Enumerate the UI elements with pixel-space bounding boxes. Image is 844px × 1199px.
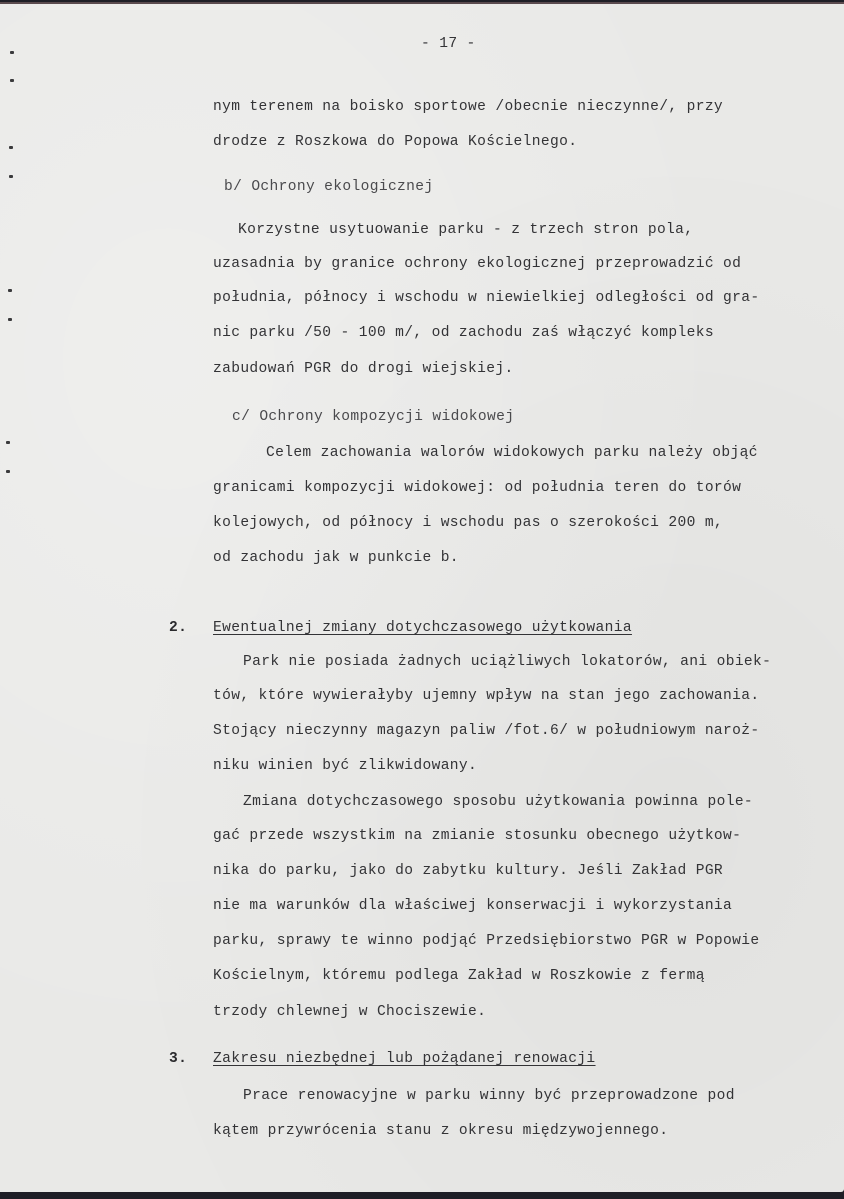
- paragraph-line: Zmiana dotychczasowego sposobu użytkowania powinna pole-: [243, 794, 754, 810]
- paragraph-line: nic parku /50 - 100 m/, od zachodu zaś włączyć kompleks: [213, 325, 714, 341]
- section-heading-2: Ewentualnej zmiany dotychczasowego użytkowania: [213, 620, 632, 636]
- page-number: - 17 -: [421, 36, 476, 52]
- margin-mark: [10, 51, 14, 54]
- section-number-3: 3.: [169, 1051, 188, 1067]
- paragraph-line: Celem zachowania walorów widokowych parku należy objąć: [266, 445, 758, 461]
- paragraph-line: Kościelnym, któremu podlega Zakład w Roszkowie z fermą: [213, 968, 705, 984]
- margin-mark: [9, 146, 13, 149]
- paragraph-line: gać przede wszystkim na zmianie stosunku obecnego użytkow-: [213, 828, 742, 844]
- paragraph-line: trzody chlewnej w Chociszewie.: [213, 1004, 487, 1020]
- margin-mark: [8, 289, 12, 292]
- margin-mark: [6, 441, 10, 444]
- subsection-heading-c: c/ Ochrony kompozycji widokowej: [232, 409, 515, 425]
- margin-mark: [9, 175, 13, 178]
- paragraph-line: Park nie posiada żadnych uciążliwych lokatorów, ani obiek-: [243, 654, 772, 670]
- paragraph-line: Korzystne usytuowanie parku - z trzech stron pola,: [238, 222, 694, 238]
- paragraph-line: granicami kompozycji widokowej: od południa teren do torów: [213, 480, 742, 496]
- paragraph-line: nie ma warunków dla właściwej konserwacji i wykorzystania: [213, 898, 733, 914]
- paragraph-line: niku winien być zlikwidowany.: [213, 758, 478, 774]
- paragraph-line: parku, sprawy te winno podjąć Przedsiębiorstwo PGR w Popowie: [213, 933, 760, 949]
- section-number-2: 2.: [169, 620, 188, 636]
- paragraph-line: Stojący nieczynny magazyn paliw /fot.6/ w południowym naroż-: [213, 723, 760, 739]
- paragraph-line: tów, które wywierałyby ujemny wpływ na stan jego zachowania.: [213, 688, 760, 704]
- paragraph-line: drodze z Roszkowa do Popowa Kościelnego.: [213, 134, 578, 150]
- paragraph-line: Prace renowacyjne w parku winny być przeprowadzone pod: [243, 1088, 735, 1104]
- margin-mark: [10, 79, 14, 82]
- paragraph-line: nika do parku, jako do zabytku kultury. Jeśli Zakład PGR: [213, 863, 724, 879]
- paragraph-line: nym terenem na boisko sportowe /obecnie nieczynne/, przy: [213, 99, 724, 115]
- paragraph-line: od zachodu jak w punkcie b.: [213, 550, 459, 566]
- margin-mark: [8, 318, 12, 321]
- paragraph-line: uzasadnia by granice ochrony ekologicznej przeprowadzić od: [213, 256, 742, 272]
- margin-mark: [6, 470, 10, 473]
- paragraph-line: południa, północy i wschodu w niewielkiej odległości od gra-: [213, 290, 760, 306]
- section-heading-3: Zakresu niezbędnej lub pożądanej renowacji: [213, 1051, 596, 1067]
- paragraph-line: zabudowań PGR do drogi wiejskiej.: [213, 361, 514, 377]
- subsection-heading-b: b/ Ochrony ekologicznej: [224, 179, 434, 195]
- page-edge: [0, 2, 844, 4]
- paragraph-line: kolejowych, od północy i wschodu pas o szerokości 200 m,: [213, 515, 724, 531]
- document-page: [0, 2, 844, 1192]
- paragraph-line: kątem przywrócenia stanu z okresu międzywojennego.: [213, 1123, 669, 1139]
